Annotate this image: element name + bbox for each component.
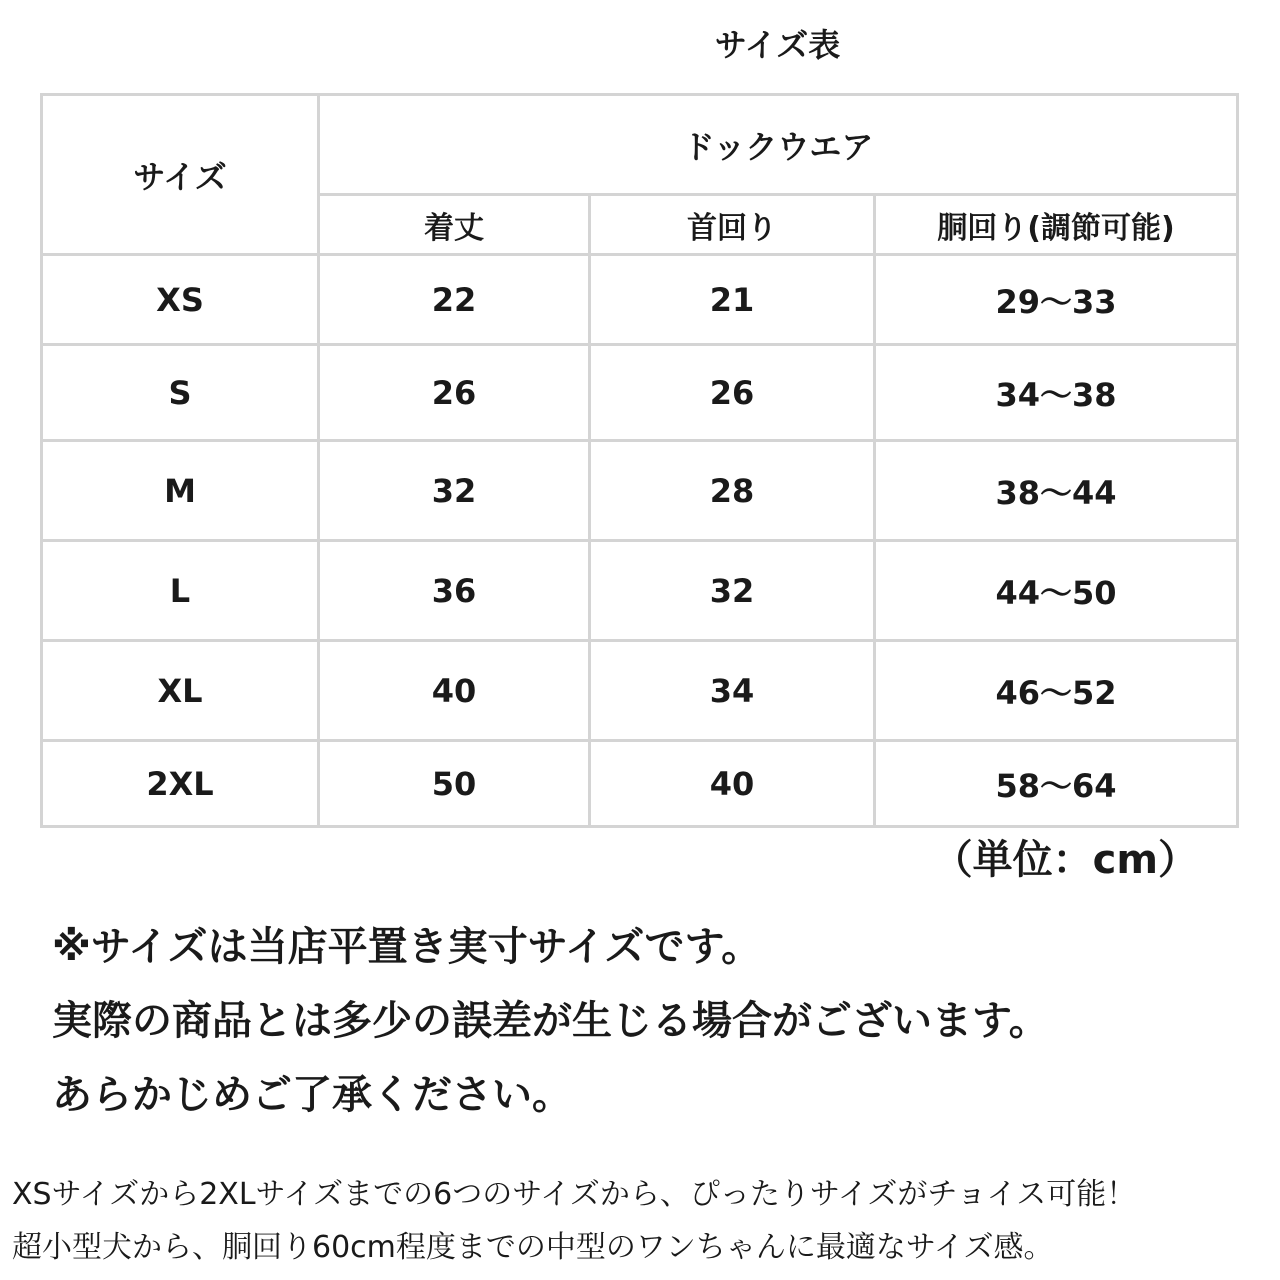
length-cell: 36	[319, 541, 590, 641]
length-cell: 22	[319, 255, 590, 345]
neck-cell: 26	[590, 345, 875, 441]
notes-block	[52, 910, 1049, 1132]
chest-cell: 58～64	[875, 741, 1238, 827]
promo-line: 超小型犬から、胴回り60cm程度までの中型のワンちゃんに最適なサイズ感。	[12, 1230, 1054, 1265]
size-header: サイズ	[42, 95, 319, 255]
table-row	[42, 641, 1238, 741]
size-cell: L	[42, 541, 319, 641]
chest-cell: 29～33	[875, 255, 1238, 345]
promo-line: XSサイズから2XLサイズまでの6つのサイズから、ぴったりサイズがチョイス可能！	[12, 1177, 1137, 1212]
length-cell: 50	[319, 741, 590, 827]
column-header-length: 着丈	[319, 195, 590, 255]
length-cell: 26	[319, 345, 590, 441]
neck-cell: 34	[590, 641, 875, 741]
table-row	[42, 441, 1238, 541]
size-table	[40, 93, 1239, 828]
note-line: ※サイズは当店平置き実寸サイズです。	[52, 924, 762, 970]
chest-cell: 44～50	[875, 541, 1238, 641]
note-line: 実際の商品とは多少の誤差が生じる場合がございます。	[52, 998, 1049, 1044]
promo-block	[12, 1168, 1136, 1274]
chest-cell: 46～52	[875, 641, 1238, 741]
neck-cell: 21	[590, 255, 875, 345]
neck-cell: 40	[590, 741, 875, 827]
group-header: ドックウエア	[319, 95, 1238, 195]
table-row	[42, 541, 1238, 641]
table-row	[42, 255, 1238, 345]
page-title: サイズ表	[714, 26, 841, 64]
length-cell: 40	[319, 641, 590, 741]
size-cell: XS	[42, 255, 319, 345]
neck-cell: 28	[590, 441, 875, 541]
length-cell: 32	[319, 441, 590, 541]
chest-cell: 34～38	[875, 345, 1238, 441]
size-cell: M	[42, 441, 319, 541]
note-line: あらかじめご了承ください。	[52, 1072, 572, 1118]
size-cell: 2XL	[42, 741, 319, 827]
unit-note: （単位：cm）	[932, 837, 1198, 883]
table-row	[42, 345, 1238, 441]
size-cell: S	[42, 345, 319, 441]
chest-cell: 38～44	[875, 441, 1238, 541]
table-header-row	[42, 95, 1238, 195]
column-header-neck: 首回り	[590, 195, 875, 255]
table-row	[42, 741, 1238, 827]
column-header-chest: 胴回り(調節可能)	[875, 195, 1238, 255]
size-cell: XL	[42, 641, 319, 741]
neck-cell: 32	[590, 541, 875, 641]
